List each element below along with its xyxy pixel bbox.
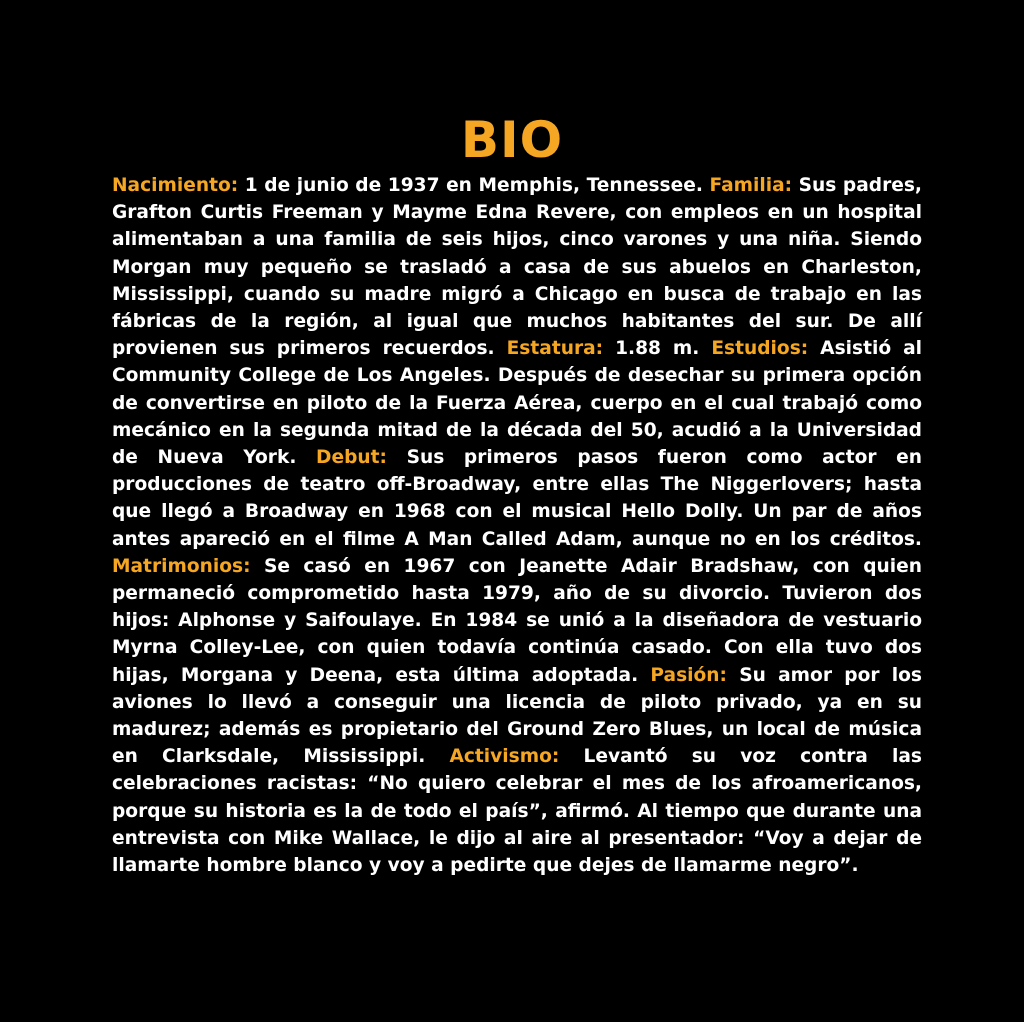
section-label-pasion: Pasión: [650,664,727,686]
section-text-activismo: Levantó su voz contra las celebraciones racistas: “No quiero celebrar el mes de los afroamericanos, porque su historia es la de todo el país”, afirmó. Al tiempo que durante una entrevista con Mike Wallace, le dijo al aire al presentador: “Voy a dejar de llamarte hombre blanco y voy a pedirte que dejes de llamarme negro”. [112,746,922,877]
section-label-familia: Familia: [709,175,793,196]
section-label-activismo: Activismo: [449,746,560,768]
section-label-debut: Debut: [316,447,387,469]
section-label-nacimiento: Nacimiento: [112,175,239,196]
section-text-matrimonios: Se casó en 1967 con Jeanette Adair Bradshaw, con quien permaneció comprometido hasta 1979, año de su divorcio. Tuvieron dos hijos: Alphonse y Saifoulaye. En 1984 se unió a la diseñadora de vestuario Myrna Colley-Lee, con quien todavía continúa casado. Con ella tuvo dos hijas, Morgana y Deena, esta última adoptada. [112,555,922,686]
section-text-pasion: Su amor por los aviones lo llevó a conseguir una licencia de piloto privado, ya en su madurez; además es propietario del Ground Zero Blues, un local de música en Clarksdale, Mississippi. [112,664,922,768]
section-text-estatura: 1.88 m. [603,338,712,360]
section-text-estudios: Asistió al Community College de Los Angeles. Después de desechar su primera opción de convertirse en piloto de la Fuerza Aérea, cuerpo en el cual trabajó como mecánico en la segunda mitad de la década del 50, acudió a la Universidad de Nueva York. [112,338,923,469]
section-label-estatura: Estatura: [506,338,604,360]
bio-text [112,172,922,879]
section-label-estudios: Estudios: [711,338,809,360]
section-label-matrimonios: Matrimonios: [112,555,251,577]
page-title: BIO [460,110,564,169]
section-text-familia: Sus padres, Grafton Curtis Freeman y Mayme Edna Revere, con empleos en un hospital alimentaban a una familia de seis hijos, cinco varones y una niña. Siendo Morgan muy pequeño se trasladó a casa de sus abuelos en Charleston, Mississippi, cuando su madre migró a Chicago en busca de trabajo en las fábricas de la región, al igual que muchos habitantes del sur. De allí provienen sus primeros recuerdos. [112,175,922,360]
section-text-debut: Sus primeros pasos fueron como actor en producciones de teatro off-Broadway, entre ellas The Niggerlovers; hasta que llegó a Broadway en 1968 con el musical Hello Dolly. Un par de años antes apareció en el filme A Man Called Adam, aunque no en los créditos. [112,447,923,550]
section-text-nacimiento: 1 de junio de 1937 en Memphis, Tennessee. [238,175,710,196]
